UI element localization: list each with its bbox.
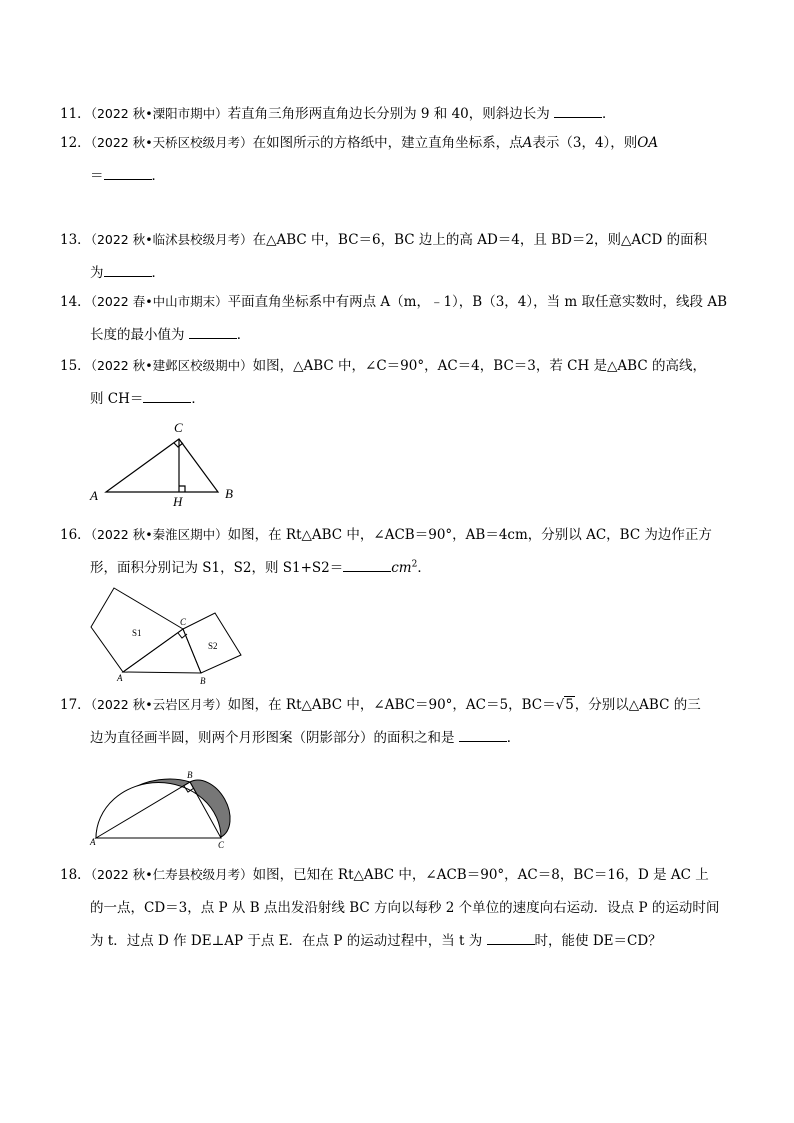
q18-source: （2022 秋•仁寿县校级月考）	[90, 867, 253, 882]
question-17	[60, 688, 750, 755]
question-13	[60, 223, 750, 290]
q11-source: （2022 秋•溧阳市期中）	[90, 106, 228, 121]
q17-answer-blank[interactable]	[459, 727, 507, 742]
q14-text: 平面直角坐标系中有两点 A（m，﹣1），B（3，4），当 m 取任意实数时，线段 AB	[227, 294, 727, 310]
q15-triangle	[106, 439, 218, 492]
q12-eq: ＝	[90, 168, 104, 184]
question-15	[60, 349, 750, 416]
q12-answer-blank[interactable]	[104, 165, 152, 180]
q12-number: 12．	[60, 135, 91, 151]
q14-line2: 长度的最小值为	[90, 327, 185, 343]
q16-unit: cm	[391, 560, 412, 576]
q16-source: （2022 秋•秦淮区期中）	[90, 527, 228, 542]
q15-end: ．	[191, 391, 205, 407]
q17-end: ．	[506, 730, 521, 746]
q18-line3-b: 时，能使 DE＝CD？	[534, 933, 662, 949]
q13-text: 在△ABC 中，BC＝6，BC 边上的高 AD＝4，且 BD＝2，则△ACD 的面积	[252, 232, 708, 248]
q17-text: 如图，在 Rt△ABC 中，∠ABC＝90°，AC＝5，BC＝	[227, 697, 556, 713]
q13-source: （2022 秋•临沭县校级月考）	[90, 232, 253, 247]
q18-line3-a: 为 t．过点 D 作 DE⊥AP 于点 E．在点 P 的运动过程中，当 t 为	[90, 933, 483, 949]
q16-answer-blank[interactable]	[343, 557, 391, 572]
q17-source: （2022 秋•云岩区月考）	[90, 697, 228, 712]
q14-source: （2022 春•中山市期末）	[90, 294, 228, 309]
q18-line2: 的一点，CD＝3，点 P 从 B 点出发沿射线 BC 方向以每秒 2 个单位的速度向右运动．设点 P 的运动时间	[90, 900, 720, 916]
q17-sqrt: √5	[555, 697, 574, 713]
q16-label-b: B	[200, 676, 206, 686]
q15-answer-blank[interactable]	[143, 388, 191, 403]
q16-number: 16．	[60, 527, 91, 543]
q12-oa: OA	[637, 135, 659, 151]
q18-answer-blank[interactable]	[487, 930, 535, 945]
q17-text-after: ，分别以△ABC 的三	[574, 697, 701, 713]
q17-label-b: B	[187, 770, 193, 780]
q11-text: 若直角三角形两直角边长分别为 9 和 40，则斜边长为	[227, 106, 550, 122]
q14-end: ．	[236, 327, 251, 343]
question-16	[60, 518, 750, 585]
q11-number: 11．	[60, 106, 91, 122]
q17-line2: 边为直径画半圆，则两个月形图案（阴影部分）的面积之和是	[90, 730, 455, 746]
q15-number: 15．	[60, 358, 91, 374]
q12-source: （2022 秋•天桥区校级月考）	[90, 135, 253, 150]
q12-text-a: 在如图所示的方格纸中，建立直角坐标系，点	[252, 135, 523, 151]
q15-source: （2022 秋•建邺区校级期中）	[90, 358, 253, 373]
q15-right-angle-h	[179, 486, 185, 492]
q17-sqrt-value: 5	[565, 697, 574, 713]
q12-point: A	[522, 135, 533, 151]
q11-end: ．	[602, 106, 616, 122]
q12-end: ．	[151, 168, 165, 184]
q18-number: 18．	[60, 867, 91, 883]
q13-end: ．	[151, 265, 165, 281]
q15-label-b: B	[225, 486, 233, 501]
q15-prefix: 则 CH＝	[90, 391, 144, 407]
q15-label-h: H	[173, 494, 183, 509]
q16-label-s1: S1	[132, 628, 142, 638]
q15-label-a: A	[90, 488, 98, 503]
q15-text: 如图，△ABC 中，∠C＝90°，AC＝4，BC＝3，若 CH 是△ABC 的高线，	[252, 358, 706, 374]
q16-label-a: A	[117, 673, 123, 683]
q17-figure	[88, 762, 248, 852]
q18-text: 如图，已知在 Rt△ABC 中，∠ACB＝90°，AC＝8，BC＝16，D 是 AC 上	[252, 867, 709, 883]
q14-number: 14．	[60, 294, 91, 310]
q16-unit-exp: 2	[411, 559, 418, 570]
q16-text: 如图，在 Rt△ABC 中，∠ACB＝90°，AB＝4cm，分别以 AC，BC 为边作正方	[227, 527, 712, 543]
q17-label-a: A	[90, 837, 96, 847]
q13-number: 13．	[60, 232, 91, 248]
question-12	[60, 126, 750, 193]
q15-label-c: C	[174, 420, 183, 435]
question-18	[60, 858, 750, 958]
q16-end: ．	[417, 560, 431, 576]
q17-label-c: C	[218, 840, 225, 850]
q16-prefix: 形，面积分别记为 S1，S2，则 S1+S2＝	[90, 560, 344, 576]
q13-answer-blank[interactable]	[104, 262, 152, 277]
q13-prefix: 为	[90, 265, 104, 281]
q17-number: 17．	[60, 697, 91, 713]
q14-answer-blank[interactable]	[189, 324, 237, 339]
q16-label-s2: S2	[208, 641, 218, 651]
q11-answer-blank[interactable]	[554, 103, 602, 118]
q16-label-c: C	[180, 617, 187, 627]
q15-figure	[88, 414, 248, 509]
q16-figure	[86, 585, 256, 687]
question-14	[60, 285, 750, 352]
q16-right-angle	[178, 633, 187, 638]
q12-text-b: 表示（3，4），则	[532, 135, 638, 151]
